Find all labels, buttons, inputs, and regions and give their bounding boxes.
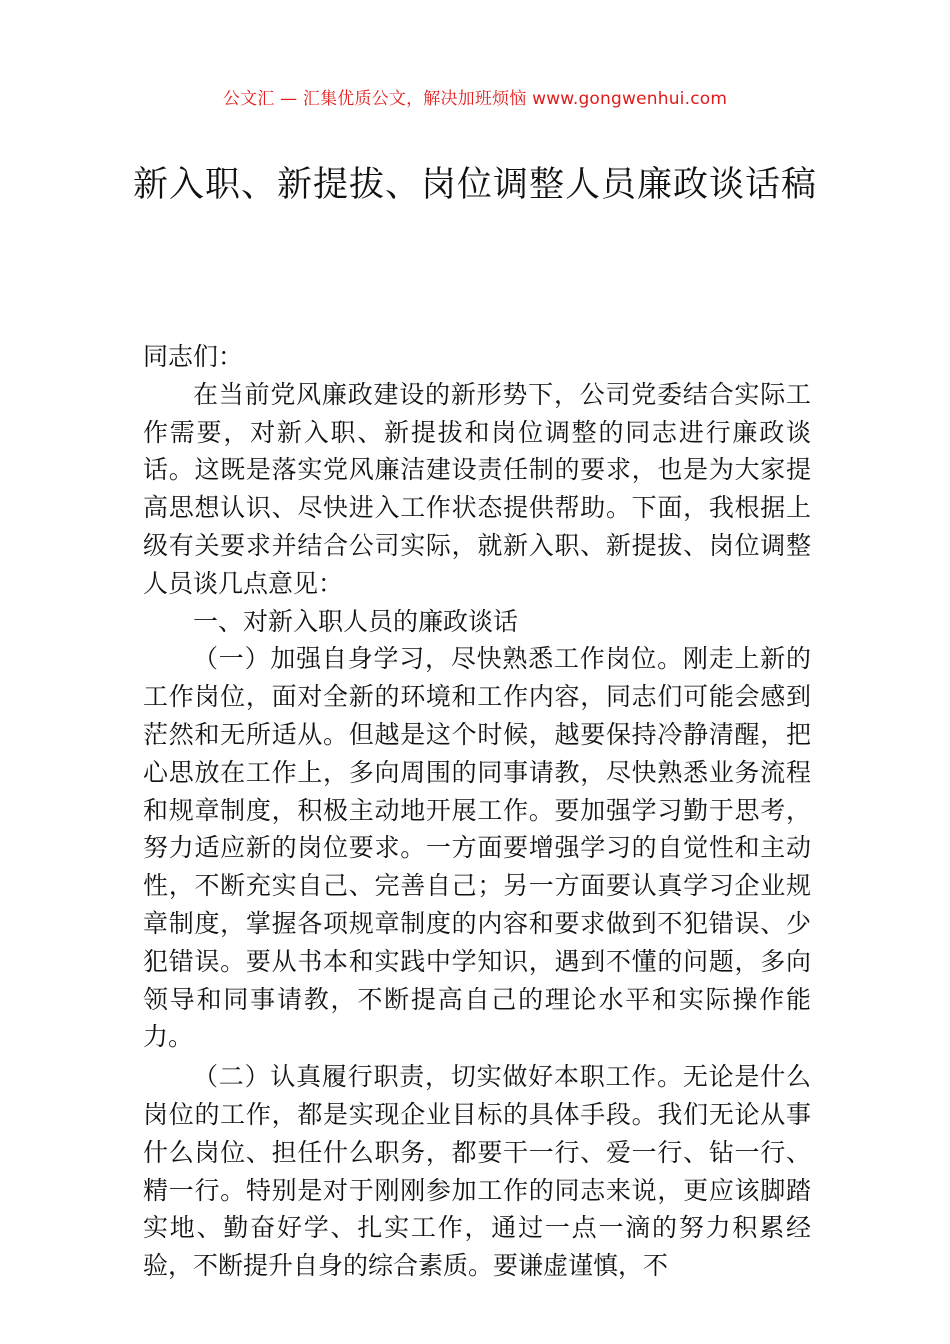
document-title: 新入职、新提拔、岗位调整人员廉政谈话稿 (132, 165, 817, 205)
salutation: 同志们： (143, 342, 244, 371)
paragraph-intro: 在当前党风廉政建设的新形势下，公司党委结合实际工作需要，对新入职、新提拔和岗位调整的同志进行廉政谈话。这既是落实党风廉洁建设责任制的要求，也是为大家提高思想认识、尽快进入工作状态提供帮助。下面，我根据上级有关要求并结合公司实际，就新入职、新提拔、岗位调整人员谈几点意见： (143, 379, 811, 598)
watermark-header: 公文汇 — 汇集优质公文，解决加班烦恼 www.gongwenhui.com (222, 89, 728, 109)
document-body (143, 338, 811, 1285)
section-heading: 一、对新入职人员的廉政谈话 (193, 606, 519, 636)
paragraph-point-2: （二）认真履行职责，切实做好本职工作。无论是什么岗位的工作，都是实现企业目标的具体手段。我们无论从事什么岗位、担任什么职务，都要干一行、爱一行、钻一行、精一行。特别是对于刚刚参加工作的同志来说，更应该脚踏实地、勤奋好学、扎实工作，通过一点一滴的努力积累经验，不断提升自身的综合素质。要谦虚谨慎，不 (143, 1062, 811, 1281)
paragraph-point-1: （一）加强自身学习，尽快熟悉工作岗位。刚走上新的工作岗位，面对全新的环境和工作内容，同志们可能会感到茫然和无所适从。但越是这个时候，越要保持冷静清醒，把心思放在工作上，多向周围的同事请教，尽快熟悉业务流程和规章制度，积极主动地开展工作。要加强学习勤于思考，努力适应新的岗位要求。一方面要增强学习的自觉性和主动性，不断充实自己、完善自己；另一方面要认真学习企业规章制度，掌握各项规章制度的内容和要求做到不犯错误、少犯错误。要从书本和实践中学知识，遇到不懂的问题，多向领导和同事请教，不断提高自己的理论水平和实际操作能力。 (143, 644, 811, 1052)
